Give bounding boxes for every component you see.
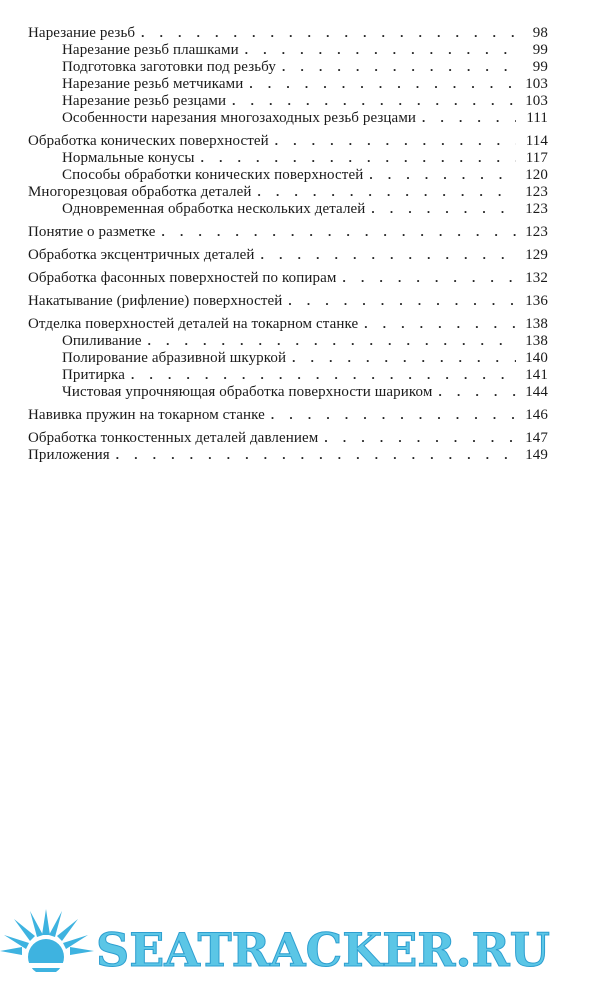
dot-leader bbox=[131, 366, 516, 383]
toc-entry-page: 141 bbox=[525, 367, 548, 383]
dot-leader bbox=[245, 41, 516, 58]
dot-leader bbox=[371, 200, 516, 217]
dot-leader bbox=[324, 429, 516, 446]
toc-entry-title: Нарезание резьб резцами bbox=[62, 93, 227, 109]
toc-entry-title: Приложения bbox=[28, 447, 110, 463]
toc-entry-page: 136 bbox=[525, 293, 548, 309]
toc-entry-page: 99 bbox=[532, 42, 548, 58]
toc-entry-page: 120 bbox=[525, 167, 548, 183]
toc-entry bbox=[28, 200, 548, 217]
toc-entry bbox=[28, 132, 548, 149]
toc-entry-title: Одновременная обработка нескольких деталей bbox=[62, 201, 366, 217]
toc-entry-title: Нарезание резьб bbox=[28, 25, 136, 41]
toc-entry bbox=[28, 149, 548, 166]
toc-entry bbox=[28, 223, 548, 240]
sun-logo-icon bbox=[0, 905, 96, 1000]
dot-leader bbox=[282, 58, 516, 75]
table-of-contents bbox=[28, 24, 548, 463]
dot-leader bbox=[201, 149, 516, 166]
toc-entry-title: Особенности нарезания многозаходных резьб резцами bbox=[62, 110, 417, 126]
toc-entry-title: Накатывание (рифление) поверхностей bbox=[28, 293, 283, 309]
toc-entry-page: 129 bbox=[525, 247, 548, 263]
watermark-text: SEATRACKER.RU bbox=[96, 923, 550, 977]
toc-entry-page: 99 bbox=[532, 59, 548, 75]
toc-entry-page: 114 bbox=[525, 133, 548, 149]
dot-leader bbox=[261, 246, 516, 263]
toc-entry-page: 140 bbox=[525, 350, 548, 366]
toc-entry bbox=[28, 315, 548, 332]
toc-entry bbox=[28, 246, 548, 263]
dot-leader bbox=[275, 132, 516, 149]
toc-entry bbox=[28, 109, 548, 126]
toc-entry-title: Обработка эксцентричных деталей bbox=[28, 247, 255, 263]
toc-entry-title: Способы обработки конических поверхностей bbox=[62, 167, 364, 183]
dot-leader bbox=[422, 109, 516, 126]
toc-entry-page: 132 bbox=[525, 270, 548, 286]
dot-leader bbox=[116, 446, 516, 463]
toc-entry bbox=[28, 166, 548, 183]
dot-leader bbox=[364, 315, 516, 332]
toc-entry-page: 146 bbox=[525, 407, 548, 423]
toc-entry-page: 111 bbox=[526, 110, 548, 126]
toc-entry bbox=[28, 41, 548, 58]
toc-entry-title: Нарезание резьб плашками bbox=[62, 42, 239, 58]
dot-leader bbox=[438, 383, 516, 400]
dot-leader bbox=[148, 332, 516, 349]
toc-entry-page: 138 bbox=[525, 333, 548, 349]
dot-leader bbox=[232, 92, 516, 109]
toc-entry-page: 123 bbox=[525, 184, 548, 200]
toc-entry bbox=[28, 58, 548, 75]
toc-entry bbox=[28, 269, 548, 286]
toc-entry-title: Отделка поверхностей деталей на токарном станке bbox=[28, 316, 359, 332]
toc-entry-page: 138 bbox=[525, 316, 548, 332]
toc-entry bbox=[28, 24, 548, 41]
toc-entry-page: 144 bbox=[525, 384, 548, 400]
toc-entry-title: Обработка конических поверхностей bbox=[28, 133, 269, 149]
dot-leader bbox=[249, 75, 516, 92]
toc-entry bbox=[28, 292, 548, 309]
toc-entry bbox=[28, 429, 548, 446]
watermark bbox=[0, 905, 604, 1000]
toc-entry-title: Понятие о разметке bbox=[28, 224, 156, 240]
toc-entry-title: Чистовая упрочняющая обработка поверхности шариком bbox=[62, 384, 433, 400]
toc-entry-page: 117 bbox=[525, 150, 548, 166]
toc-entry-page: 123 bbox=[525, 201, 548, 217]
toc-entry-page: 149 bbox=[525, 447, 548, 463]
toc-entry-title: Многорезцовая обработка деталей bbox=[28, 184, 252, 200]
toc-entry-page: 98 bbox=[532, 25, 548, 41]
toc-entry-title: Полирование абразивной шкуркой bbox=[62, 350, 287, 366]
dot-leader bbox=[141, 24, 516, 41]
dot-leader bbox=[292, 349, 516, 366]
dot-leader bbox=[342, 269, 516, 286]
toc-entry-title: Навивка пружин на токарном станке bbox=[28, 407, 265, 423]
toc-entry bbox=[28, 183, 548, 200]
toc-entry-page: 103 bbox=[525, 93, 548, 109]
dot-leader bbox=[257, 183, 516, 200]
toc-entry-title: Обработка тонкостенных деталей давлением bbox=[28, 430, 319, 446]
toc-entry-title: Нормальные конусы bbox=[62, 150, 195, 166]
toc-entry bbox=[28, 349, 548, 366]
toc-entry bbox=[28, 75, 548, 92]
toc-entry bbox=[28, 446, 548, 463]
toc-entry bbox=[28, 383, 548, 400]
toc-entry-page: 123 bbox=[525, 224, 548, 240]
dot-leader bbox=[161, 223, 516, 240]
toc-entry-title: Притирка bbox=[62, 367, 125, 383]
toc-entry-page: 147 bbox=[525, 430, 548, 446]
dot-leader bbox=[288, 292, 516, 309]
toc-entry bbox=[28, 332, 548, 349]
toc-entry bbox=[28, 406, 548, 423]
toc-entry bbox=[28, 366, 548, 383]
toc-entry-title: Обработка фасонных поверхностей по копирам bbox=[28, 270, 337, 286]
toc-entry-title: Опиливание bbox=[62, 333, 142, 349]
toc-entry-page: 103 bbox=[525, 76, 548, 92]
dot-leader bbox=[369, 166, 516, 183]
dot-leader bbox=[271, 406, 516, 423]
toc-entry-title: Подготовка заготовки под резьбу bbox=[62, 59, 276, 75]
toc-entry-title: Нарезание резьб метчиками bbox=[62, 76, 244, 92]
toc-entry bbox=[28, 92, 548, 109]
